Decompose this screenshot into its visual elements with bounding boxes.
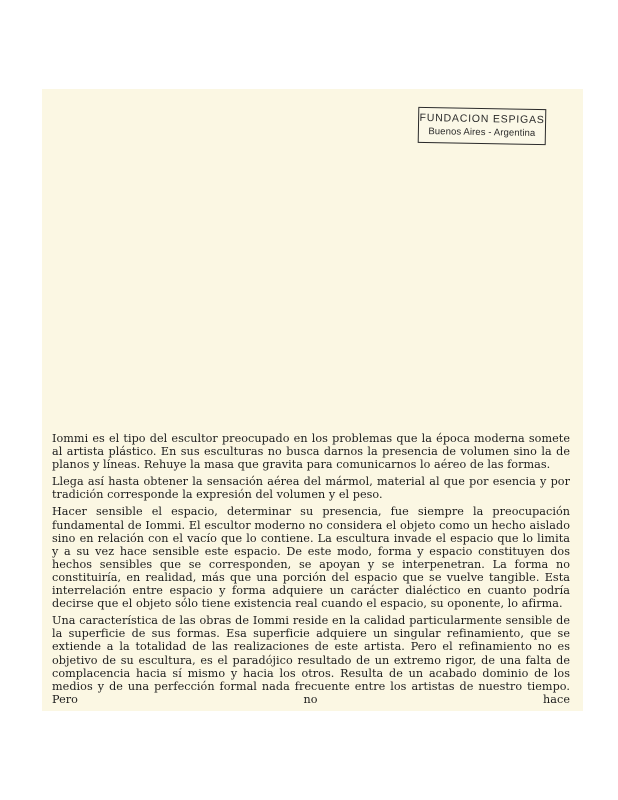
stamp-line-1: FUNDACION ESPIGAS	[419, 111, 545, 127]
fundacion-espigas-stamp	[418, 107, 547, 145]
paragraph-3: Hacer sensible el espacio, determinar su presencia, fue siempre la preocupación fundamental de Iommi. El escultor moderno no considera el objeto como un hecho aislado sino en relación con el vacío que lo contiene. La escultura invade el espacio que lo limita y a su vez hace sensible este espacio. De este modo, forma y espacio constituyen dos hechos sensibles que se corresponden, se apoyan y se interpenetran. La forma no constituiría, en realidad, más que una porción del espacio que se vuelve tangible. Esta interrelación entre espacio y forma adquiere un carácter dialéctico en cuanto podría decirse que el objeto sólo tiene existencia real cuando el espacio, su oponente, lo afirma.	[52, 505, 570, 611]
paragraph-1: Iommi es el tipo del escultor preocupado en los problemas que la época moderna somete al artista plástico. En sus esculturas no busca darnos la presencia de volumen sino la de planos y líneas. Rehuye la masa que gravita para comunicarnos lo aéreo de las formas.	[52, 432, 570, 472]
paragraph-2: Llega así hasta obtener la sensación aérea del mármol, material al que por esencia y por tradición corresponde la expresión del volumen y el peso.	[52, 475, 570, 502]
stamp-line-2: Buenos Aires - Argentina	[428, 126, 536, 139]
body-text	[52, 432, 570, 710]
paragraph-4: Una característica de las obras de Iommi reside en la calidad particularmente sensible de la superficie de sus formas. Esa superficie adquiere un singular refinamiento, que se extiende a la totalidad de las realizaciones de este artista. Pero el refinamiento no es objetivo de su escultura, es el paradójico resultado de un extremo rigor, de una falta de complacencia hacia sí mismo y hacia los otros. Resulta de un acabado dominio de los medios y de una perfección formal nada frecuente entre los artistas de nuestro tiempo. Pero no hace	[52, 614, 570, 706]
